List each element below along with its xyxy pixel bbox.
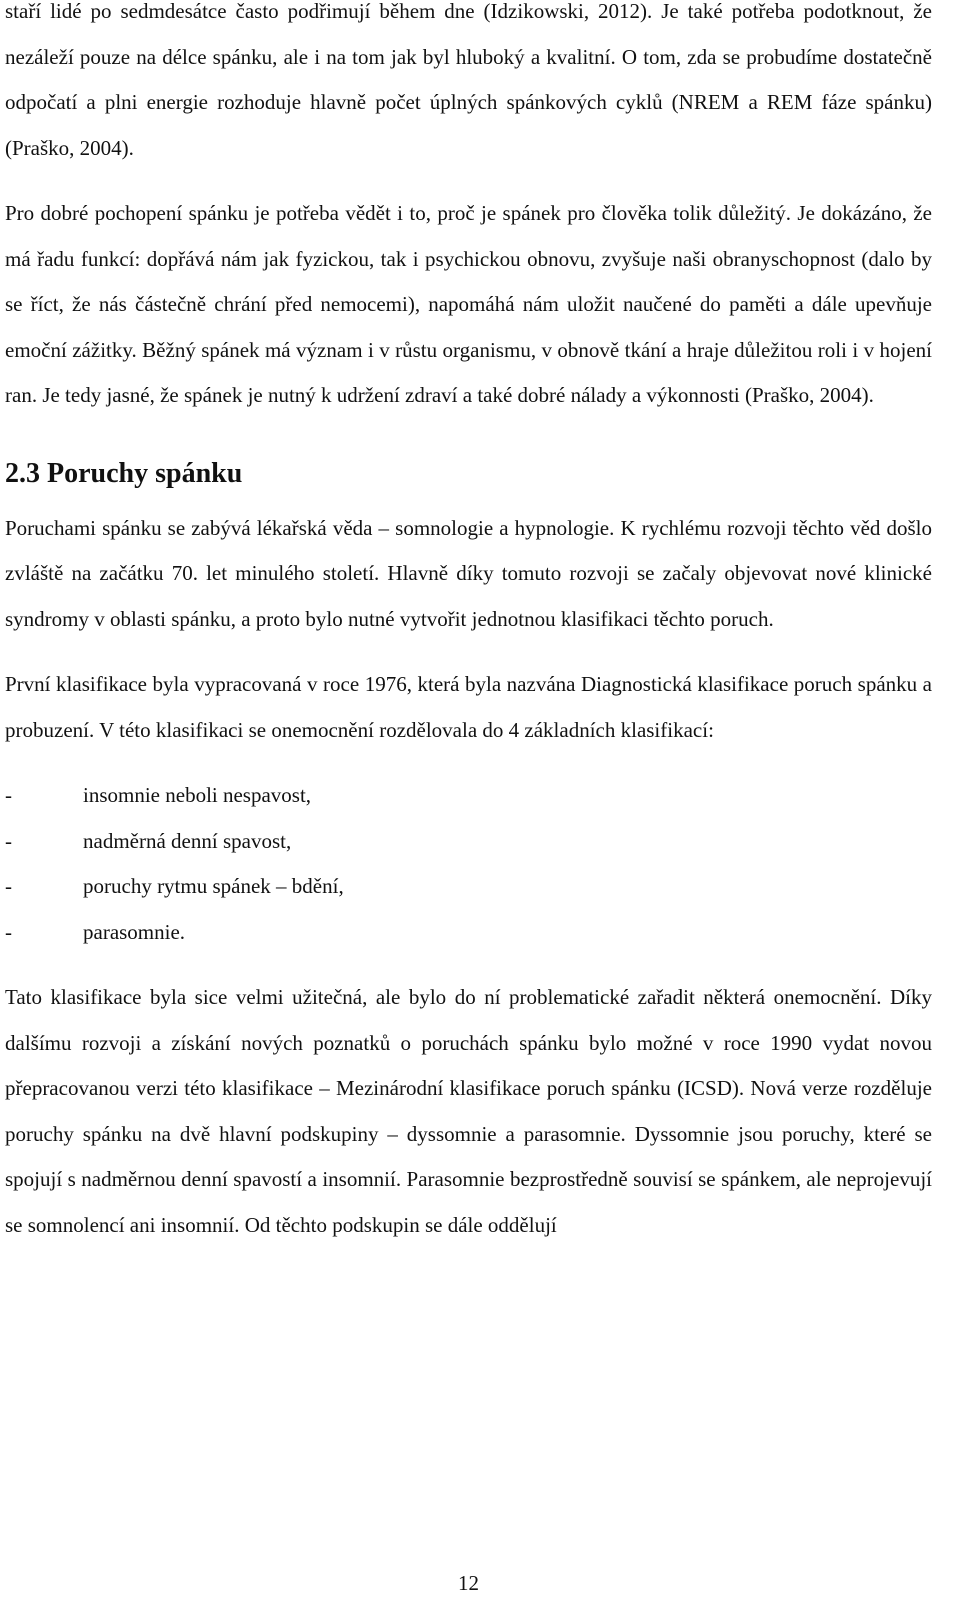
paragraph-sleep-quality: staří lidé po sedmdesátce často podřimují během dne (Idzikowski, 2012). Je také potřeba podotknout, že nezáleží pouze na délce spánku, ale i na tom jak byl hluboký a kvalitní. O tom, zda se probudíme dostatečně odpočatí a plni energie rozhoduje hlavně počet úplných spánkových cyklů (NREM a REM fáze spánku) (Praško, 2004). <box>5 0 932 160</box>
list-item <box>5 910 932 956</box>
paragraph-first-classification: První klasifikace byla vypracovaná v roce 1976, která byla nazvána Diagnostická klasifikace poruch spánku a probuzení. V této klasifikaci se onemocnění rozdělovala do 4 základních klasifikací: <box>5 672 932 742</box>
page-number: 12 <box>458 1571 479 1595</box>
paragraph-icsd: Tato klasifikace byla sice velmi užitečná, ale bylo do ní problematické zařadit některá onemocnění. Díky dalšímu rozvoji a získání nových poznatků o poruchách spánku bylo možné v roce 1990 vydat novou přepracovanou verzi této klasifikace – Mezinárodní klasifikace poruch spánku (ICSD). Nová verze rozděluje poruchy spánku na dvě hlavní podskupiny – dyssomnie a parasomnie. Dyssomnie jsou poruchy, které se spojují s nadměrnou denní spavostí a insomnií. Parasomnie bezprostředně souvisí se spánkem, ale neprojevují se somnolencí ani insomnií. Od těchto podskupin se dále oddělují <box>5 985 932 1237</box>
document-page <box>5 0 932 1248</box>
list-item-text: insomnie neboli nespavost, <box>83 783 312 807</box>
list-bullet: - <box>5 874 12 898</box>
list-item <box>5 773 932 819</box>
list-item-text: poruchy rytmu spánek – bdění, <box>83 874 344 898</box>
classification-list <box>5 773 932 955</box>
list-bullet: - <box>5 919 12 944</box>
paragraph-sleep-functions: Pro dobré pochopení spánku je potřeba vědět i to, proč je spánek pro člověka tolik důležitý. Je dokázáno, že má řadu funkcí: dopřává nám jak fyzickou, tak i psychickou obnovu, zvyšuje naši obranyschopnost (dalo by se říct, že nás částečně chrání před nemocemi), napomáhá nám uložit naučené do paměti a dále upevňuje emoční zážitky. Běžný spánek má význam i v růstu organismu, v obnově tkání a hraje důležitou roli i v hojení ran. Je tedy jasné, že spánek je nutný k udržení zdraví a také dobré nálady a výkonnosti (Praško, 2004). <box>5 201 932 407</box>
list-item <box>5 819 932 865</box>
list-item <box>5 864 932 910</box>
section-heading: 2.3 Poruchy spánku <box>5 457 243 489</box>
list-item-text: nadměrná denní spavost, <box>83 828 292 853</box>
list-bullet: - <box>5 783 12 807</box>
list-item-text: parasomnie. <box>83 919 186 944</box>
list-bullet: - <box>5 828 12 853</box>
paragraph-somnology: Poruchami spánku se zabývá lékařská věda – somnologie a hypnologie. K rychlému rozvoji těchto věd došlo zvláště na začátku 70. let minulého století. Hlavně díky tomuto rozvoji se začaly objevovat nové klinické syndromy v oblasti spánku, a proto bylo nutné vytvořit jednotnou klasifikaci těchto poruch. <box>5 515 932 631</box>
